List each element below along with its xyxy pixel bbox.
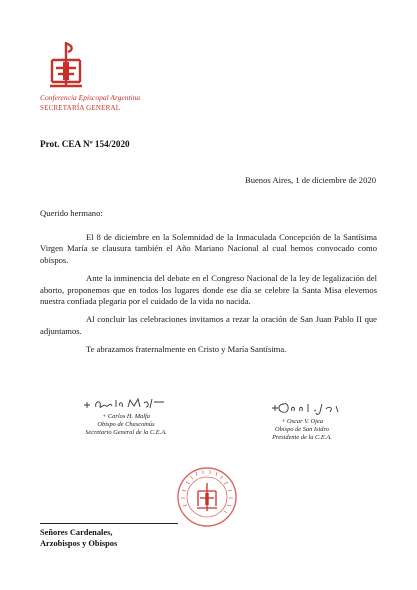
cea-emblem-icon [46, 38, 86, 90]
signatory-title: Obispo de Chascomús [97, 421, 155, 429]
episcopal-seal-icon [176, 466, 238, 528]
signatory-title: Obispo de San Isidro [275, 426, 329, 434]
paragraph: Al concluir las celebraciones invitamos a rezar la oración de San Juan Pablo II que adjuntamos. [40, 314, 377, 336]
recipient-line: Señores Cardenales, [40, 528, 113, 537]
recipient-line: Arzobispos y Obispos [40, 539, 118, 549]
letter-body [40, 232, 377, 363]
org-name: Conferencia Episcopal Argentina [40, 93, 141, 102]
date-line: Buenos Aires, 1 de diciembre de 2020 [244, 175, 376, 185]
handwritten-signature [56, 393, 196, 413]
greeting: Querido hermano: [40, 208, 103, 218]
paragraph: Te abrazamos fraternalmente en Cristo y María Santísima. [86, 344, 287, 355]
signatory-role: Secretario General de la C.E.A. [85, 429, 167, 437]
divider-line [40, 523, 178, 524]
protocol-reference: Prot. CEA Nº 154/2020 [40, 139, 130, 149]
paragraph: Ante la inminencia del debate en el Congreso Nacional de la ley de legalización del aborto, proponemos que en todos los lugares donde ese día se celebre la Santa Misa elevemos nuestra confiada plegaria por el cuidado de la vida no nacida. [40, 273, 377, 307]
recipients-block [40, 527, 117, 549]
signatory-role: Presidente de la C.E.A. [272, 434, 332, 442]
paragraph: El 8 de diciembre en la Solemnidad de la Inmaculada Concepción de la Santísima Virgen María se clausura también el Año Mariano Nacional al cual hemos convocado como obispos. [40, 232, 377, 265]
signature-block-president [232, 398, 372, 443]
org-subtitle: SECRETARÍA GENERAL [40, 104, 121, 112]
handwritten-signature [232, 398, 372, 418]
signatory-name: + Oscar V. Ojea [281, 418, 323, 425]
signature-block-secretary [56, 393, 196, 438]
signatory-name: + Carlos H. Malfa [102, 413, 150, 420]
